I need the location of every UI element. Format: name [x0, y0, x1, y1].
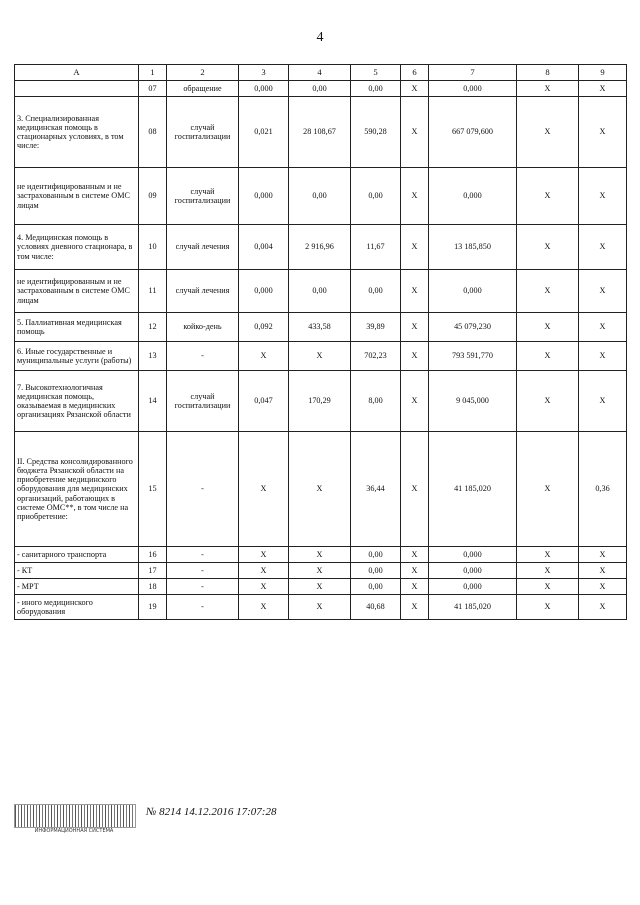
row-name-cell [15, 81, 139, 97]
value-cell: 28 108,67 [289, 97, 351, 168]
value-cell: X [517, 168, 579, 225]
table-row [15, 342, 627, 371]
value-cell: X [579, 270, 627, 313]
value-cell: 170,29 [289, 371, 351, 432]
header-cell: A [15, 65, 139, 81]
unit-cell: случай лечения [167, 225, 239, 270]
value-cell: 36,44 [351, 432, 401, 547]
value-cell: X [517, 563, 579, 579]
value-cell: 0,000 [239, 270, 289, 313]
table-row [15, 313, 627, 342]
row-code-cell: 18 [139, 579, 167, 595]
value-cell: X [289, 579, 351, 595]
table-row [15, 432, 627, 547]
value-cell: X [289, 563, 351, 579]
value-cell: X [401, 563, 429, 579]
value-cell: X [579, 168, 627, 225]
row-name-cell: - КТ [15, 563, 139, 579]
value-cell: X [579, 595, 627, 620]
table-row [15, 371, 627, 432]
value-cell: X [579, 342, 627, 371]
value-cell: 0,000 [429, 579, 517, 595]
row-name-cell: - санитарного транспорта [15, 547, 139, 563]
header-cell: 5 [351, 65, 401, 81]
value-cell: 793 591,770 [429, 342, 517, 371]
value-cell: 0,00 [351, 270, 401, 313]
row-code-cell: 11 [139, 270, 167, 313]
value-cell: X [239, 342, 289, 371]
value-cell: X [401, 81, 429, 97]
table-row [15, 225, 627, 270]
row-code-cell: 19 [139, 595, 167, 620]
unit-cell: - [167, 342, 239, 371]
table-row [15, 97, 627, 168]
value-cell: 0,00 [289, 81, 351, 97]
value-cell: 433,58 [289, 313, 351, 342]
value-cell: 0,00 [289, 270, 351, 313]
value-cell: X [579, 313, 627, 342]
row-code-cell: 09 [139, 168, 167, 225]
value-cell: X [579, 547, 627, 563]
row-code-cell: 16 [139, 547, 167, 563]
row-name-cell: - иного медицинского оборудования [15, 595, 139, 620]
value-cell: X [401, 342, 429, 371]
table-row [15, 81, 627, 97]
value-cell: X [579, 97, 627, 168]
value-cell: X [401, 97, 429, 168]
value-cell: 0,00 [351, 168, 401, 225]
value-cell: 0,000 [429, 563, 517, 579]
row-code-cell: 17 [139, 563, 167, 579]
value-cell: X [517, 595, 579, 620]
data-table [14, 64, 627, 620]
value-cell: X [579, 225, 627, 270]
value-cell: 0,00 [351, 81, 401, 97]
row-name-cell: не идентифицированным и не застрахованным в системе ОМС лицам [15, 168, 139, 225]
value-cell: X [401, 547, 429, 563]
value-cell: X [401, 432, 429, 547]
value-cell: 13 185,850 [429, 225, 517, 270]
value-cell: X [401, 579, 429, 595]
value-cell: X [289, 595, 351, 620]
value-cell: X [517, 225, 579, 270]
value-cell: 0,00 [289, 168, 351, 225]
row-name-cell: 3. Специализированная медицинская помощь в стационарных условиях, в том числе: [15, 97, 139, 168]
row-name-cell: 5. Паллиативная медицинская помощь [15, 313, 139, 342]
value-cell: 0,021 [239, 97, 289, 168]
document-stamp [14, 800, 626, 840]
row-name-cell: - МРТ [15, 579, 139, 595]
row-name-cell: 6. Иные государственные и муниципальные услуги (работы) [15, 342, 139, 371]
header-cell: 2 [167, 65, 239, 81]
row-code-cell: 13 [139, 342, 167, 371]
value-cell: 0,00 [351, 579, 401, 595]
unit-cell: - [167, 563, 239, 579]
value-cell: X [517, 97, 579, 168]
value-cell: X [579, 371, 627, 432]
value-cell: 0,000 [429, 81, 517, 97]
value-cell: 11,67 [351, 225, 401, 270]
value-cell: 590,28 [351, 97, 401, 168]
unit-cell: случай лечения [167, 270, 239, 313]
value-cell: X [517, 547, 579, 563]
value-cell: X [401, 225, 429, 270]
value-cell: 0,000 [239, 81, 289, 97]
value-cell: X [239, 432, 289, 547]
value-cell: X [239, 547, 289, 563]
barcode-caption: ИНФОРМАЦИОННАЯ СИСТЕМА [34, 828, 114, 834]
unit-cell: случай госпитализации [167, 168, 239, 225]
header-cell: 8 [517, 65, 579, 81]
unit-cell: - [167, 432, 239, 547]
value-cell: X [401, 270, 429, 313]
value-cell: 667 079,600 [429, 97, 517, 168]
header-cell: 1 [139, 65, 167, 81]
page-number: 4 [316, 30, 324, 45]
value-cell: X [517, 371, 579, 432]
value-cell: 8,00 [351, 371, 401, 432]
header-cell: 4 [289, 65, 351, 81]
value-cell: 0,36 [579, 432, 627, 547]
value-cell: 0,004 [239, 225, 289, 270]
value-cell: 40,68 [351, 595, 401, 620]
header-cell: 3 [239, 65, 289, 81]
value-cell: X [517, 313, 579, 342]
registration-stamp-text: № 8214 14.12.2016 17:07:28 [146, 806, 277, 818]
table-row [15, 168, 627, 225]
value-cell: X [289, 432, 351, 547]
value-cell: 45 079,230 [429, 313, 517, 342]
value-cell: 0,047 [239, 371, 289, 432]
value-cell: X [517, 432, 579, 547]
unit-cell: случай госпитализации [167, 371, 239, 432]
value-cell: 0,000 [239, 168, 289, 225]
value-cell: 0,000 [429, 547, 517, 563]
value-cell: X [401, 168, 429, 225]
value-cell: X [517, 342, 579, 371]
value-cell: 0,00 [351, 547, 401, 563]
value-cell: X [517, 579, 579, 595]
unit-cell: койко-день [167, 313, 239, 342]
header-cell: 6 [401, 65, 429, 81]
value-cell: 39,89 [351, 313, 401, 342]
value-cell: X [579, 579, 627, 595]
value-cell: X [401, 371, 429, 432]
value-cell: X [239, 595, 289, 620]
row-code-cell: 12 [139, 313, 167, 342]
row-code-cell: 07 [139, 81, 167, 97]
table-header-row [15, 65, 627, 81]
value-cell: X [579, 81, 627, 97]
value-cell: X [579, 563, 627, 579]
value-cell: X [289, 547, 351, 563]
value-cell: X [239, 563, 289, 579]
value-cell: X [517, 81, 579, 97]
value-cell: 0,00 [351, 563, 401, 579]
value-cell: X [517, 270, 579, 313]
table-row [15, 547, 627, 563]
table-row [15, 595, 627, 620]
value-cell: X [401, 595, 429, 620]
header-cell: 7 [429, 65, 517, 81]
value-cell: 0,000 [429, 168, 517, 225]
value-cell: 2 916,96 [289, 225, 351, 270]
row-name-cell: 7. Высокотехнологичная медицинская помощь, оказываемая в медицинских организациях Рязанской области [15, 371, 139, 432]
table-row [15, 270, 627, 313]
value-cell: X [289, 342, 351, 371]
unit-cell: - [167, 595, 239, 620]
row-name-cell: 4. Медицинская помощь в условиях дневного стационара, в том числе: [15, 225, 139, 270]
header-cell: 9 [579, 65, 627, 81]
row-name-cell: II. Средства консолидированного бюджета Рязанской области на приобретение медицинского оборудования для медицинских организаций, работающих в системе ОМС**, в том числе на приобретение: [15, 432, 139, 547]
unit-cell: случай госпитализации [167, 97, 239, 168]
value-cell: 702,23 [351, 342, 401, 371]
table-row [15, 579, 627, 595]
value-cell: X [401, 313, 429, 342]
unit-cell: - [167, 547, 239, 563]
value-cell: 0,000 [429, 270, 517, 313]
value-cell: 41 185,020 [429, 432, 517, 547]
unit-cell: - [167, 579, 239, 595]
row-code-cell: 15 [139, 432, 167, 547]
unit-cell: обращение [167, 81, 239, 97]
value-cell: X [239, 579, 289, 595]
table-row [15, 563, 627, 579]
row-code-cell: 10 [139, 225, 167, 270]
row-name-cell: не идентифицированным и не застрахованным в системе ОМС лицам [15, 270, 139, 313]
row-code-cell: 14 [139, 371, 167, 432]
barcode-image [14, 804, 136, 828]
row-code-cell: 08 [139, 97, 167, 168]
value-cell: 0,092 [239, 313, 289, 342]
value-cell: 41 185,020 [429, 595, 517, 620]
value-cell: 9 045,000 [429, 371, 517, 432]
